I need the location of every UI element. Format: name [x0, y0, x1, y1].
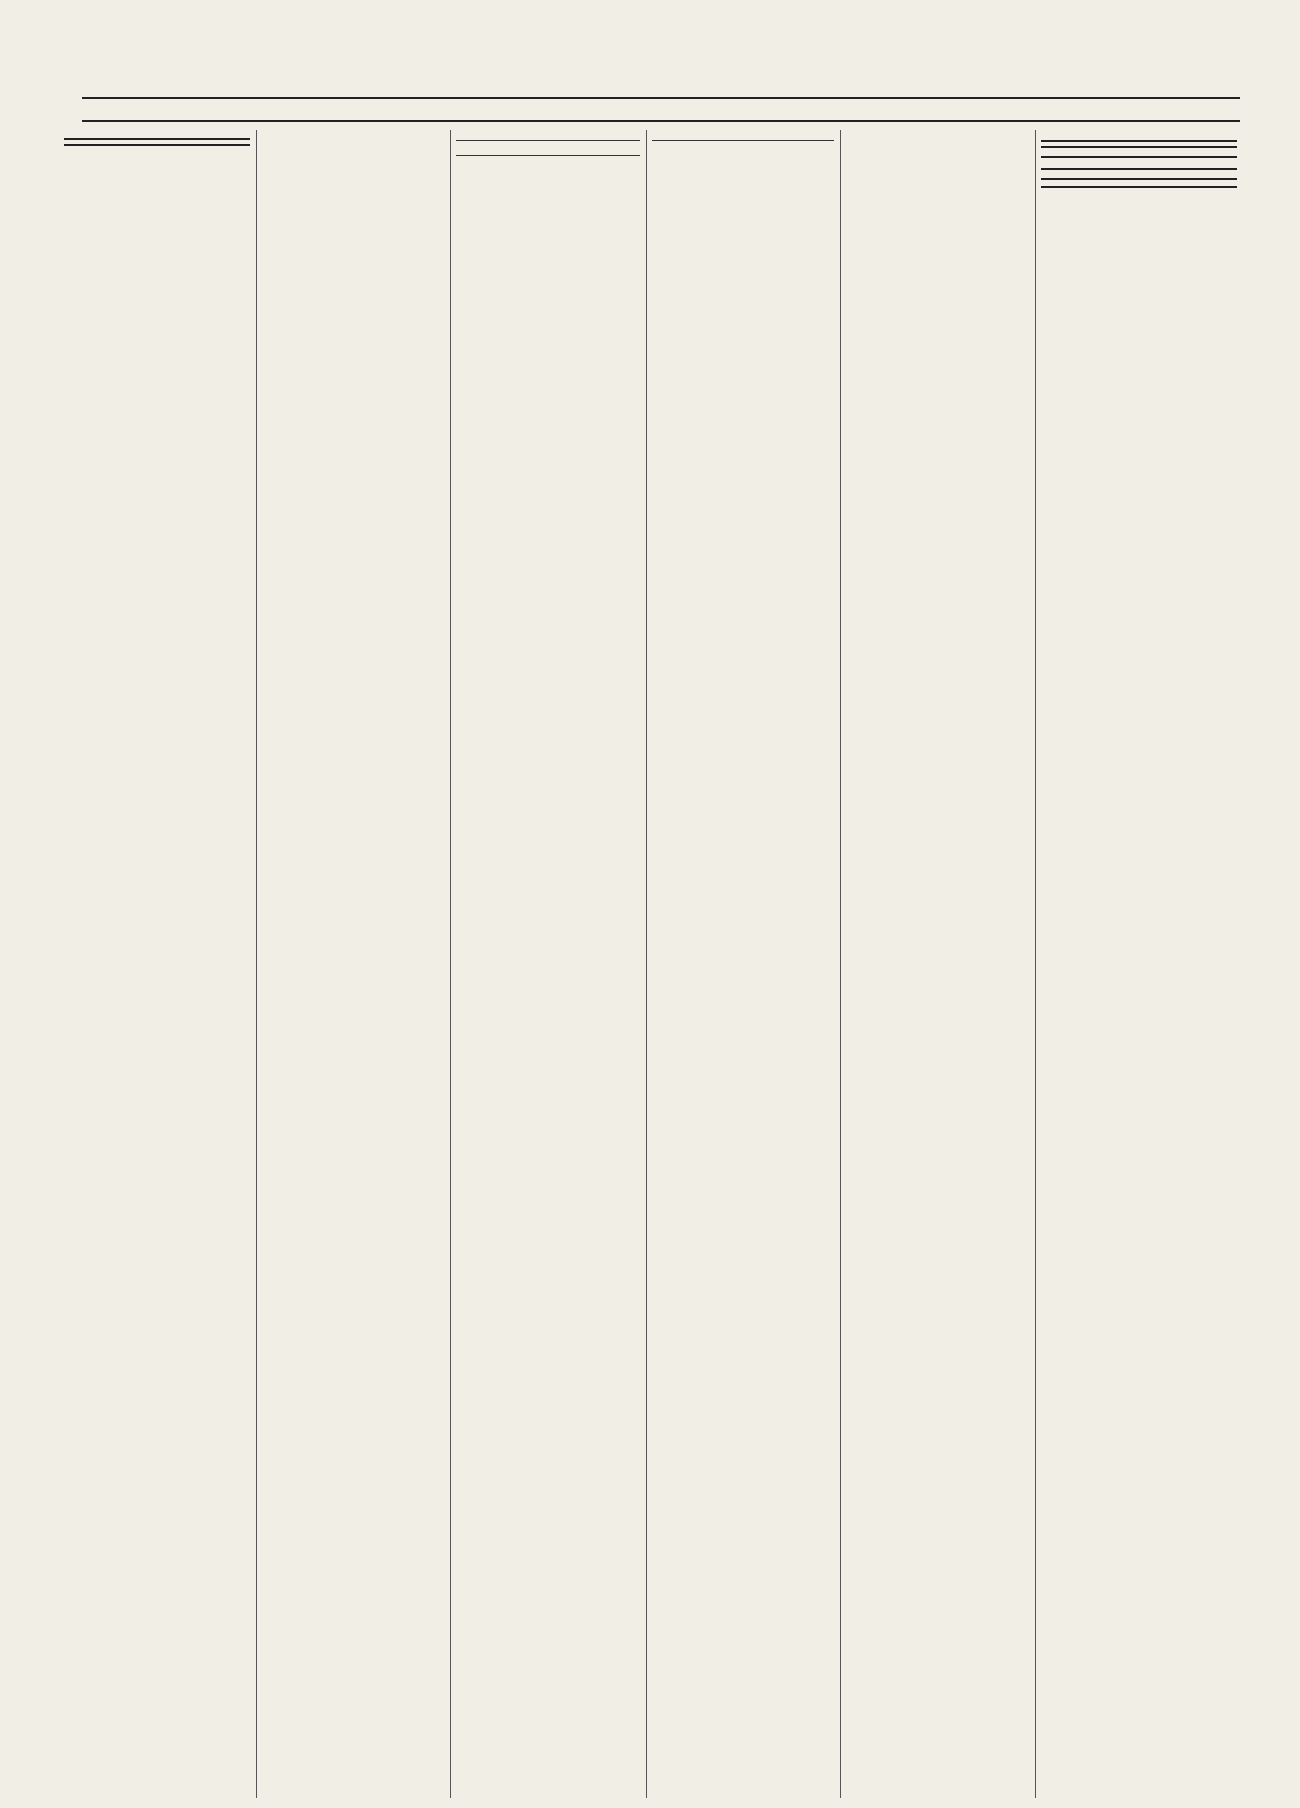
column-rule: [646, 130, 647, 1798]
info-bar: [90, 99, 1240, 117]
column-3: [456, 132, 640, 1796]
column-1: [64, 132, 250, 1796]
section-head: [456, 155, 640, 162]
column-4: [652, 132, 834, 1796]
column-rule: [450, 130, 451, 1798]
column-rule: [1035, 130, 1036, 1798]
advertisement: [1041, 178, 1237, 182]
column-rule: [840, 130, 841, 1798]
advertisement: [1041, 168, 1237, 174]
advertisement: [1041, 186, 1237, 190]
info-rule: [82, 120, 1240, 122]
column-2: [262, 132, 444, 1796]
article-title: [652, 140, 834, 147]
section-head: [64, 138, 250, 146]
section-head: [1041, 140, 1237, 148]
advertisement: [1041, 156, 1237, 162]
masthead: [0, 0, 1300, 98]
section-head: [456, 140, 640, 147]
column-6: [1041, 132, 1237, 1796]
column-rule: [256, 130, 257, 1798]
column-5: [846, 132, 1030, 1796]
